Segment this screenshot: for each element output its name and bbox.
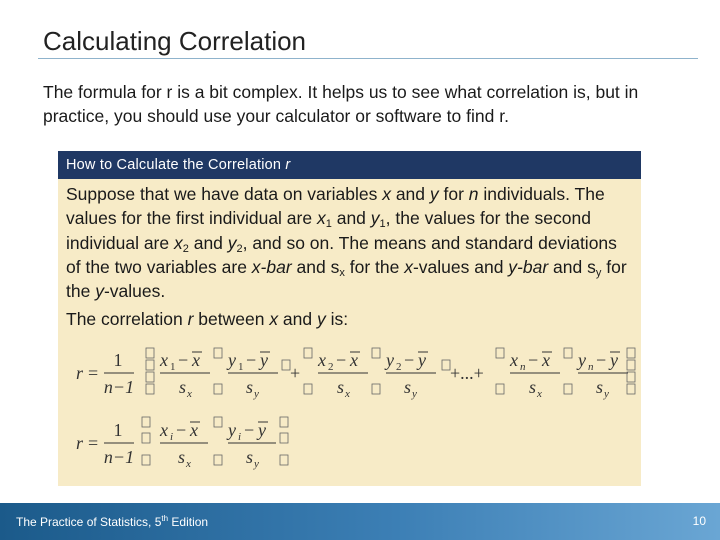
- t: Suppose that we have data on variables: [66, 184, 383, 204]
- bracket-placeholder: [146, 384, 154, 394]
- formula2-xbar: x: [190, 420, 198, 440]
- plus-ellipsis: +...+: [450, 363, 484, 383]
- bracket-placeholder: [564, 348, 572, 358]
- termn-y-sub: n: [588, 361, 594, 373]
- formula2-sx: s: [178, 447, 186, 467]
- termn-y: y: [578, 350, 586, 370]
- t: -values and: [412, 256, 509, 277]
- bracket-placeholder: [627, 384, 635, 394]
- bracket-placeholder: [280, 417, 288, 427]
- t: y: [317, 309, 326, 330]
- t: 1: [379, 218, 386, 231]
- bracket-placeholder: [146, 348, 154, 358]
- t: x: [339, 266, 345, 279]
- formula2-x-sub: i: [170, 431, 174, 443]
- bracket-placeholder: [627, 348, 635, 358]
- termn-sy: s: [596, 377, 604, 397]
- bracket-placeholder: [214, 384, 222, 394]
- termn-y-minus: −: [596, 350, 607, 370]
- correlation-formula-summation: [76, 415, 316, 473]
- t: The correlation: [66, 309, 188, 330]
- t: is:: [325, 309, 349, 330]
- formula2-den: n−1: [103, 447, 135, 467]
- bracket-placeholder: [496, 384, 504, 394]
- t: individuals. The values for the first individual are: [66, 184, 605, 229]
- term2-sy-sub: y: [412, 388, 417, 400]
- t: , and so on. The means and standard deviations of the two variables are: [66, 232, 617, 277]
- term2-x: x: [318, 350, 326, 370]
- bracket-placeholder: [627, 372, 635, 382]
- bracket-placeholder: [214, 417, 222, 427]
- t: The Practice of Statistics, 5: [16, 515, 162, 529]
- termn-xbar: x: [542, 350, 550, 370]
- bracket-placeholder: [496, 348, 504, 358]
- term2-sx: s: [337, 377, 345, 397]
- termn-ybar: y: [610, 350, 618, 370]
- formula2-num: 1: [113, 420, 123, 440]
- correlation-formula-expanded: [76, 346, 636, 402]
- t: n: [468, 184, 479, 204]
- t: x: [404, 256, 413, 277]
- formula-eq: =: [88, 363, 99, 383]
- plus-1: +: [290, 363, 301, 383]
- term1-sx: s: [179, 377, 187, 397]
- formula2-x: x: [160, 420, 168, 440]
- formula2-y: y: [228, 420, 236, 440]
- formula2-ybar: y: [258, 420, 266, 440]
- bracket-placeholder: [214, 348, 222, 358]
- definition-paragraph: [66, 182, 633, 303]
- term1-sx-sub: x: [187, 388, 192, 400]
- formula2-y-minus: −: [244, 420, 255, 440]
- t: between: [193, 309, 270, 330]
- t: r: [187, 309, 194, 330]
- t: y: [595, 266, 602, 279]
- termn-x-sub: n: [520, 361, 526, 373]
- box-header-var: r: [285, 157, 291, 173]
- bracket-placeholder: [280, 433, 288, 443]
- termn-sy-sub: y: [604, 388, 609, 400]
- termn-sx-sub: x: [537, 388, 542, 400]
- t: y: [227, 232, 237, 253]
- t: for the: [344, 256, 405, 277]
- bracket-placeholder: [564, 384, 572, 394]
- term1-minus: −: [178, 350, 189, 370]
- t: 2: [182, 242, 189, 255]
- formula2-sx-sub: x: [186, 458, 191, 470]
- bracket-placeholder: [142, 455, 150, 465]
- formula2-r: r: [76, 433, 84, 453]
- t: for: [438, 184, 469, 204]
- intro-text: The formula for r is a bit complex. It helps us to see what correlation is, but in practice, you should use your calculator or software to find r.: [43, 82, 639, 126]
- t: x-bar: [251, 256, 292, 277]
- term1-y-minus: −: [246, 350, 257, 370]
- slide-footer: [0, 503, 720, 540]
- bracket-placeholder: [214, 455, 222, 465]
- t: x: [173, 232, 183, 253]
- bracket-placeholder: [627, 360, 635, 370]
- bracket-placeholder: [146, 372, 154, 382]
- term1-xbar: x: [192, 350, 200, 370]
- footer-edition-text: [16, 514, 208, 529]
- term2-y: y: [386, 350, 394, 370]
- bracket-placeholder: [142, 433, 150, 443]
- term2-y-sub: 2: [396, 361, 402, 373]
- definition-box: [58, 151, 641, 486]
- t: and: [331, 208, 371, 229]
- t: s: [330, 256, 340, 277]
- bracket-placeholder: [146, 360, 154, 370]
- termn-sx: s: [529, 377, 537, 397]
- formula2-y-sub: i: [238, 431, 242, 443]
- formula-r: r: [76, 363, 84, 383]
- term1-x: x: [160, 350, 168, 370]
- slide-title: Calculating Correlation: [43, 26, 307, 56]
- termn-x: x: [510, 350, 518, 370]
- t: y: [370, 208, 380, 229]
- bracket-placeholder: [282, 360, 290, 370]
- term1-y: y: [228, 350, 236, 370]
- term1-sy: s: [246, 377, 254, 397]
- term2-y-minus: −: [404, 350, 415, 370]
- term1-ybar: y: [260, 350, 268, 370]
- bracket-placeholder: [372, 384, 380, 394]
- bracket-placeholder: [442, 360, 450, 370]
- bracket-placeholder: [142, 417, 150, 427]
- formula-den: n−1: [103, 377, 135, 397]
- definition-box-header: [58, 151, 641, 179]
- t: and: [291, 256, 331, 277]
- t: Edition: [168, 515, 209, 529]
- t: -values.: [103, 281, 166, 302]
- correlation-statement: [66, 307, 633, 331]
- t: y: [95, 281, 104, 302]
- bracket-placeholder: [304, 384, 312, 394]
- t: x: [269, 309, 279, 330]
- bracket-placeholder: [280, 455, 288, 465]
- term1-sy-sub: y: [254, 388, 259, 400]
- t: s: [587, 256, 596, 277]
- t: , the values for the second individual are: [66, 208, 591, 253]
- definition-text: [58, 179, 641, 332]
- t: y-bar: [508, 256, 549, 277]
- t: for the: [66, 256, 627, 302]
- title-divider: [38, 58, 698, 59]
- bracket-placeholder: [372, 348, 380, 358]
- term1-y-sub: 1: [238, 361, 244, 373]
- term1-x-sub: 1: [170, 361, 176, 373]
- formula2-sy-sub: y: [254, 458, 259, 470]
- term2-minus: −: [336, 350, 347, 370]
- box-header-text: How to Calculate the Correlation: [66, 157, 286, 173]
- bracket-placeholder: [304, 348, 312, 358]
- t: th: [161, 514, 169, 523]
- t: and: [188, 232, 228, 253]
- t: and: [390, 184, 430, 204]
- formula2-sy: s: [246, 447, 254, 467]
- term2-ybar: y: [418, 350, 426, 370]
- formula2-minus: −: [176, 420, 187, 440]
- intro-paragraph: [43, 80, 683, 128]
- term2-sy: s: [404, 377, 412, 397]
- t: y: [429, 184, 439, 204]
- t: 2: [236, 242, 243, 255]
- term2-x-sub: 2: [328, 361, 334, 373]
- term2-sx-sub: x: [345, 388, 350, 400]
- t: 1: [325, 218, 332, 231]
- formula2-eq: =: [88, 433, 99, 453]
- t: and: [548, 256, 588, 277]
- t: and: [278, 309, 317, 330]
- t: x: [382, 184, 391, 204]
- formula-num: 1: [113, 350, 123, 370]
- term2-xbar: x: [350, 350, 358, 370]
- termn-minus: −: [528, 350, 539, 370]
- page-number: 10: [692, 514, 706, 528]
- t: x: [316, 208, 326, 229]
